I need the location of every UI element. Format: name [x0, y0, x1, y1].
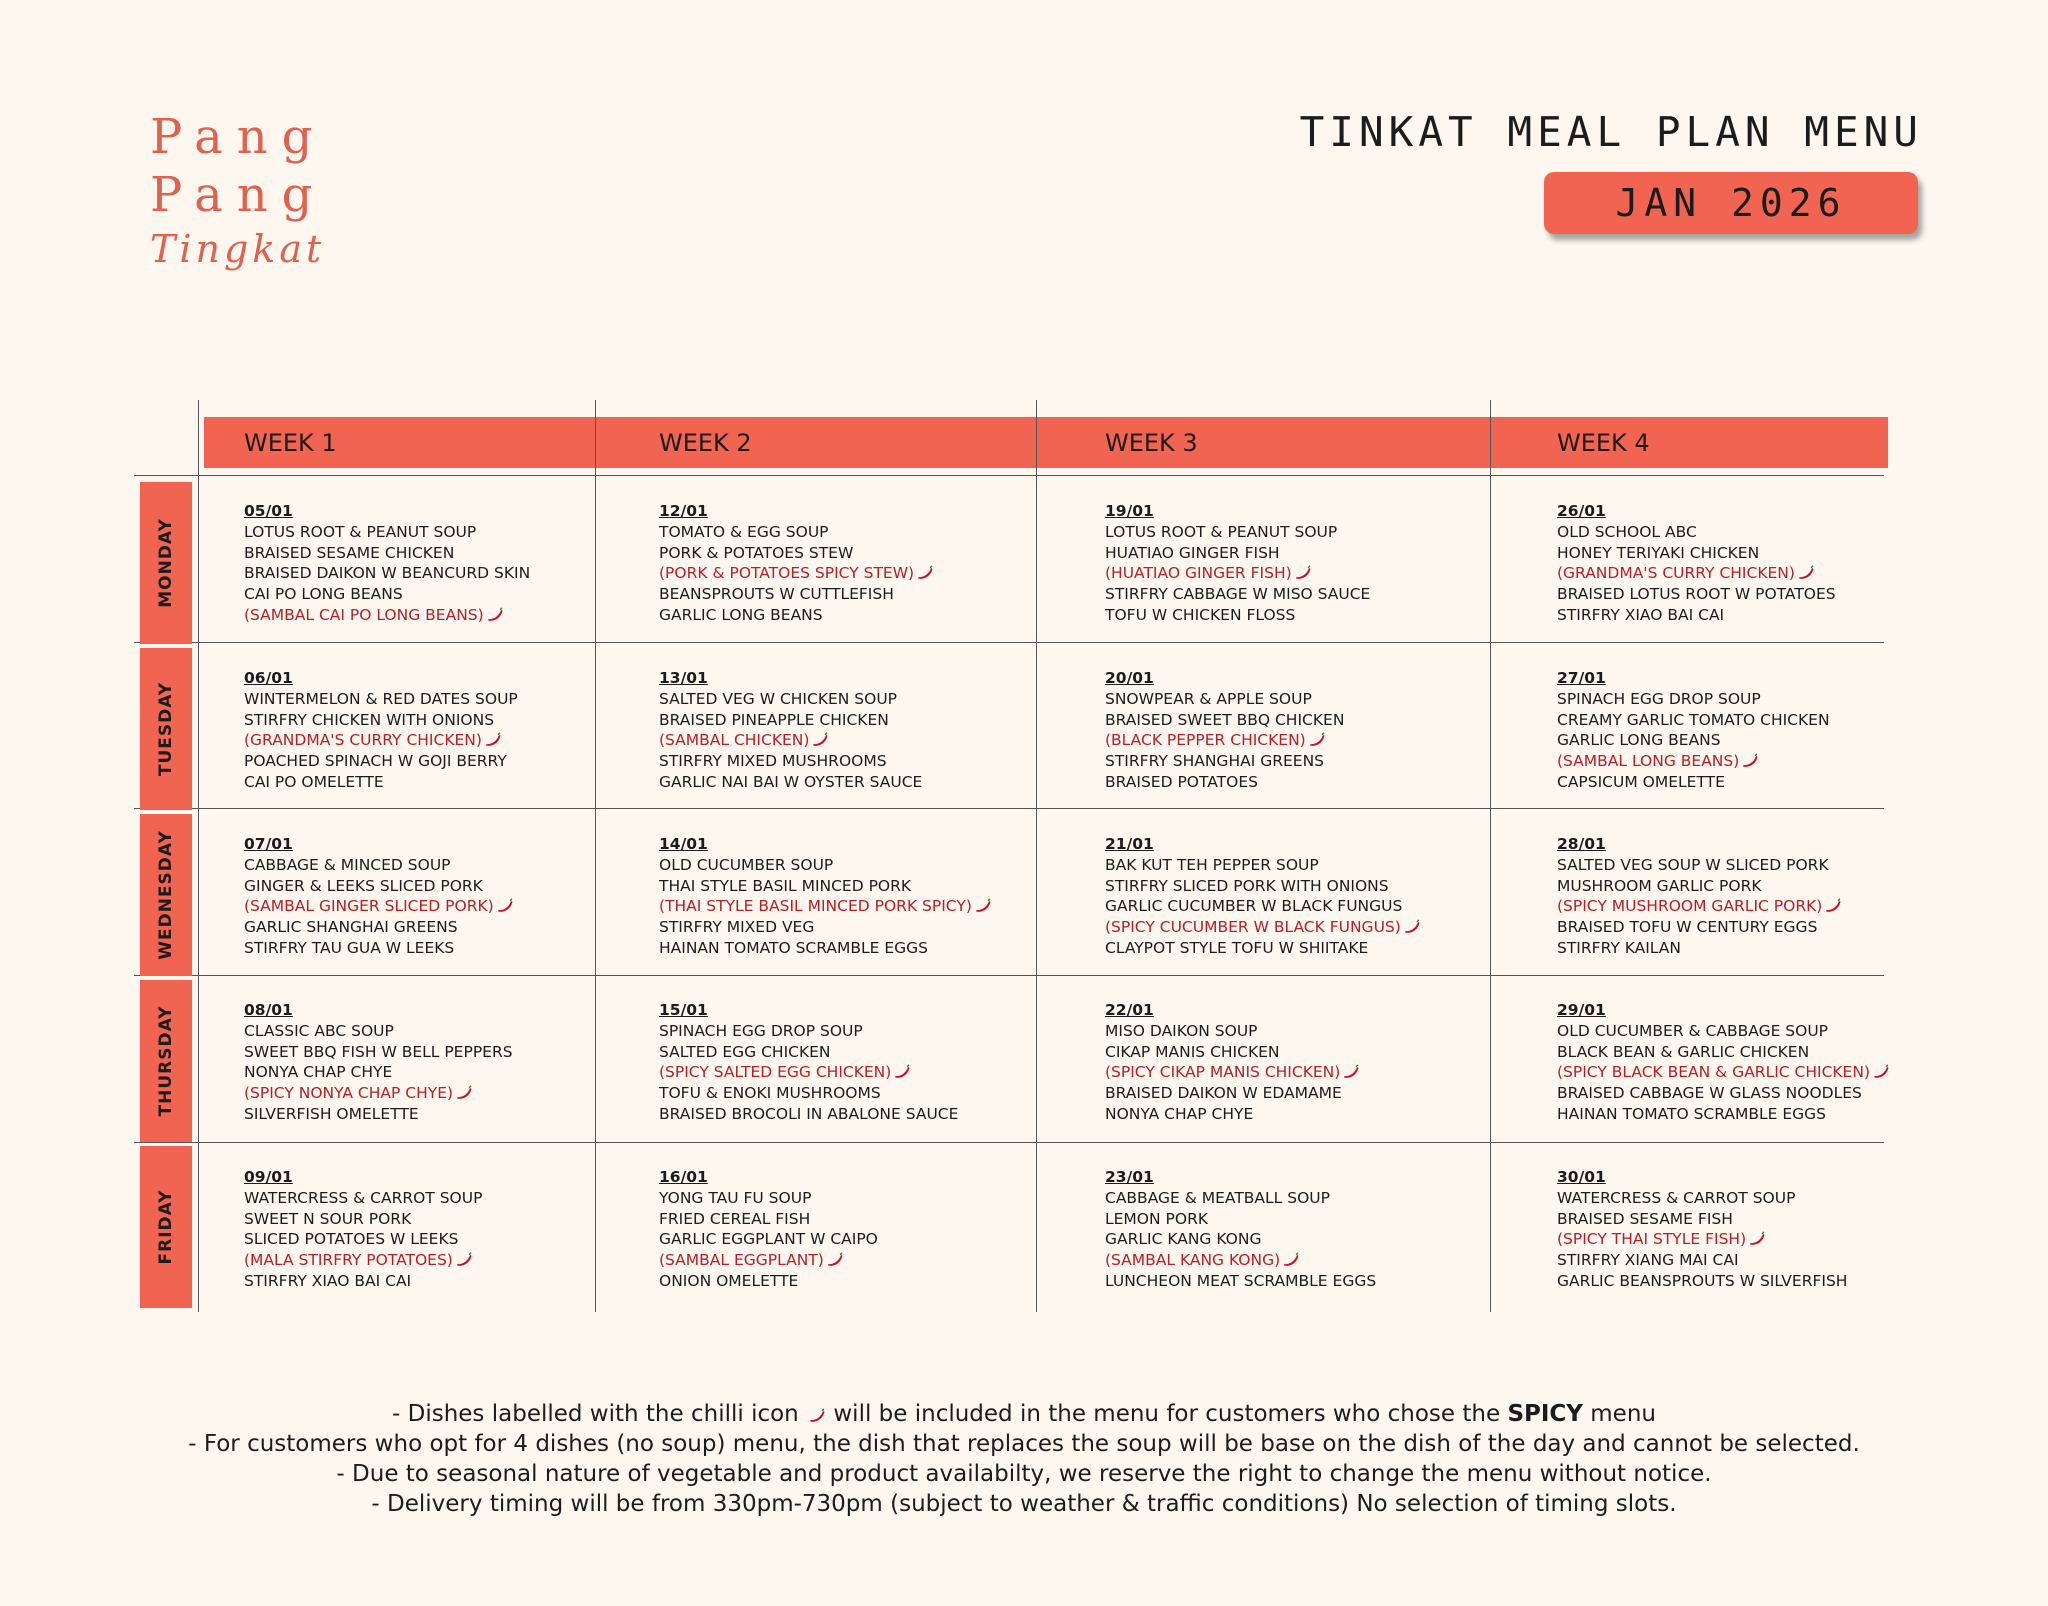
menu-date: 23/01 — [1105, 1168, 1154, 1186]
dish-name: GARLIC LONG BEANS — [659, 605, 823, 624]
dish-name: GARLIC EGGPLANT W CAIPO — [659, 1230, 878, 1249]
dish — [659, 917, 992, 938]
dish-name: BRAISED SESAME FISH — [1557, 1209, 1733, 1228]
dish — [1557, 1104, 1890, 1125]
dish-name: SPINACH EGG DROP SOUP — [1557, 689, 1761, 708]
dish — [659, 710, 922, 731]
dish-name: CLASSIC ABC SOUP — [244, 1021, 394, 1040]
menu-cell — [1557, 1167, 1847, 1292]
dish — [659, 522, 934, 543]
dish — [1105, 1271, 1376, 1292]
menu-date: 13/01 — [659, 669, 708, 687]
dish — [1557, 584, 1836, 605]
day-label: THURSDAY — [156, 1005, 176, 1117]
dish — [1557, 710, 1830, 731]
dish — [244, 1229, 482, 1250]
dish-name: POACHED SPINACH W GOJI BERRY — [244, 752, 507, 771]
dish-name: (PORK & POTATOES SPICY STEW) — [659, 564, 915, 583]
menu-cell — [659, 1167, 878, 1292]
dish-name: (SAMBAL GINGER SLICED PORK) — [244, 897, 494, 916]
dish — [244, 1271, 482, 1292]
menu-cell — [1105, 1167, 1376, 1292]
menu-cell — [1557, 501, 1836, 626]
chili-icon — [1797, 565, 1815, 580]
spicy-dish — [659, 563, 934, 584]
dish — [1557, 689, 1830, 710]
chili-icon — [455, 1252, 473, 1267]
dish — [1557, 772, 1830, 793]
dish-name: WINTERMELON & RED DATES SOUP — [244, 689, 518, 708]
spicy-dish — [244, 730, 518, 751]
dish — [1557, 1188, 1847, 1209]
dish — [1557, 938, 1842, 959]
spicy-dish — [244, 605, 530, 626]
dish-name: STIRFRY TAU GUA W LEEKS — [244, 938, 455, 957]
menu-cell — [1557, 834, 1842, 959]
dish-name: NONYA CHAP CHYE — [1105, 1104, 1254, 1123]
dish — [1105, 584, 1370, 605]
menu-date: 21/01 — [1105, 835, 1154, 853]
dish-name: BAK KUT TEH PEPPER SOUP — [1105, 855, 1319, 874]
note-four-dishes: - For customers who opt for 4 dishes (no soup) menu, the dish that replaces the soup will be base on the dish of the day and cannot be selected. — [188, 1431, 1860, 1457]
dish — [1557, 1209, 1847, 1230]
day-label: TUESDAY — [156, 681, 176, 777]
dish-name: WATERCRESS & CARROT SOUP — [1557, 1188, 1796, 1207]
dish-name: GARLIC CUCUMBER W BLACK FUNGUS — [1105, 897, 1403, 916]
dish-name: TOFU W CHICKEN FLOSS — [1105, 605, 1296, 624]
dish-name: THAI STYLE BASIL MINCED PORK — [659, 876, 912, 895]
dish — [1557, 730, 1830, 751]
dish-name: STIRFRY KAILAN — [1557, 938, 1681, 957]
dish-name: MISO DAIKON SOUP — [1105, 1021, 1258, 1040]
spicy-dish — [1105, 1250, 1376, 1271]
day-label: WEDNESDAY — [156, 830, 176, 960]
dish — [1105, 751, 1344, 772]
week-label-3: WEEK 3 — [1105, 429, 1198, 457]
column-divider — [595, 400, 596, 1312]
column-divider — [198, 400, 199, 1312]
dish — [244, 876, 514, 897]
dish — [244, 543, 530, 564]
chili-icon — [486, 607, 504, 622]
dish-name: (SPICY MUSHROOM GARLIC PORK) — [1557, 897, 1823, 916]
page-title: TINKAT MEAL PLAN MENU — [1299, 108, 1923, 156]
dish-name: (SPICY BLACK BEAN & GARLIC CHICKEN) — [1557, 1063, 1870, 1082]
chili-icon — [916, 565, 934, 580]
dish-name: STIRFRY SLICED PORK WITH ONIONS — [1105, 876, 1389, 895]
dish-name: BRAISED SWEET BBQ CHICKEN — [1105, 710, 1345, 729]
dish-name: YONG TAU FU SOUP — [659, 1188, 812, 1207]
dish — [1105, 605, 1370, 626]
dish-name: CREAMY GARLIC TOMATO CHICKEN — [1557, 710, 1830, 729]
dish — [1105, 876, 1421, 897]
spicy-dish — [1105, 730, 1344, 751]
dish-name: BEANSPROUTS W CUTTLEFISH — [659, 585, 894, 604]
dish — [244, 563, 530, 584]
dish — [244, 1042, 513, 1063]
day-label: FRIDAY — [156, 1189, 176, 1265]
spicy-dish — [1557, 1062, 1890, 1083]
spicy-dish — [244, 1250, 482, 1271]
menu-date: 20/01 — [1105, 669, 1154, 687]
dish-name: STIRFRY CABBAGE W MISO SAUCE — [1105, 585, 1371, 604]
menu-date: 14/01 — [659, 835, 708, 853]
dish-name: (SPICY CIKAP MANIS CHICKEN) — [1105, 1063, 1341, 1082]
note-spicy: - Dishes labelled with the chilli icon will be included in the menu for customers who chose the SPICY menu — [392, 1401, 1656, 1427]
chili-icon — [893, 1064, 911, 1079]
dish — [1557, 1042, 1890, 1063]
dish — [659, 689, 922, 710]
chili-icon — [1748, 1231, 1766, 1246]
menu-cell — [659, 834, 992, 959]
dish — [659, 1188, 878, 1209]
menu-cell — [659, 501, 934, 626]
chili-icon — [808, 1408, 826, 1423]
dish-name: GARLIC BEANSPROUTS W SILVERFISH — [1557, 1271, 1848, 1290]
dish — [1105, 689, 1344, 710]
brand-line-3: Tingkat — [150, 227, 326, 271]
dish-name: GINGER & LEEKS SLICED PORK — [244, 876, 483, 895]
day-tab-tuesday — [140, 648, 192, 810]
day-label: MONDAY — [156, 518, 176, 608]
dish-name: STIRFRY MIXED MUSHROOMS — [659, 752, 887, 771]
menu-date: 19/01 — [1105, 502, 1154, 520]
dish-name: PORK & POTATOES STEW — [659, 543, 854, 562]
dish-name: BRAISED DAIKON W EDAMAME — [1105, 1084, 1342, 1103]
menu-date: 27/01 — [1557, 669, 1606, 687]
menu-cell — [1105, 501, 1370, 626]
dish-name: GARLIC SHANGHAI GREENS — [244, 918, 458, 937]
dish-name: SPINACH EGG DROP SOUP — [659, 1021, 863, 1040]
dish-name: STIRFRY XIAO BAI CAI — [244, 1271, 412, 1290]
dish — [244, 751, 518, 772]
dish-name: WATERCRESS & CARROT SOUP — [244, 1188, 483, 1207]
dish-name: GARLIC LONG BEANS — [1557, 731, 1721, 750]
chili-icon — [1403, 919, 1421, 934]
dish-name: (SAMBAL LONG BEANS) — [1557, 752, 1740, 771]
dish-name: GARLIC KANG KONG — [1105, 1230, 1262, 1249]
chili-icon — [1294, 565, 1312, 580]
dish-name: STIRFRY XIANG MAI CAI — [1557, 1251, 1739, 1270]
menu-cell — [244, 1167, 482, 1292]
dish — [659, 1083, 958, 1104]
dish-name: BRAISED POTATOES — [1105, 772, 1258, 791]
day-tab-friday — [140, 1146, 192, 1308]
dish — [659, 1042, 958, 1063]
menu-date: 28/01 — [1557, 835, 1606, 853]
dish-name: STIRFRY SHANGHAI GREENS — [1105, 752, 1324, 771]
chili-icon — [1282, 1252, 1300, 1267]
dish-name: STIRFRY XIAO BAI CAI — [1557, 605, 1725, 624]
dish-name: NONYA CHAP CHYE — [244, 1063, 393, 1082]
dish — [244, 710, 518, 731]
spicy-dish — [659, 1062, 958, 1083]
dish-name: CAI PO LONG BEANS — [244, 585, 403, 604]
dish-name: HUATIAO GINGER FISH — [1105, 543, 1280, 562]
week-label-2: WEEK 2 — [659, 429, 752, 457]
dish-name: CLAYPOT STYLE TOFU W SHIITAKE — [1105, 938, 1369, 957]
dish — [1105, 938, 1421, 959]
dish — [1105, 1229, 1376, 1250]
dish — [1105, 1021, 1360, 1042]
menu-date: 05/01 — [244, 502, 293, 520]
row-divider — [134, 808, 1884, 809]
dish — [1105, 1083, 1360, 1104]
dish-name: MUSHROOM GARLIC PORK — [1557, 876, 1762, 895]
dish — [659, 543, 934, 564]
dish — [1557, 855, 1842, 876]
dish-name: SILVERFISH OMELETTE — [244, 1104, 419, 1123]
chili-icon — [1872, 1064, 1890, 1079]
dish — [1557, 1271, 1847, 1292]
dish-name: SWEET BBQ FISH W BELL PEPPERS — [244, 1042, 513, 1061]
menu-cell — [1105, 1000, 1360, 1125]
day-tab-thursday — [140, 980, 192, 1142]
chili-icon — [1824, 898, 1842, 913]
dish-name: SALTED VEG W CHICKEN SOUP — [659, 689, 898, 708]
dish-name: GARLIC NAI BAI W OYSTER SAUCE — [659, 772, 923, 791]
menu-date: 29/01 — [1557, 1001, 1606, 1019]
dish-name: CABBAGE & MINCED SOUP — [244, 855, 451, 874]
day-tab-wednesday — [140, 814, 192, 976]
footer-notes — [0, 1399, 2048, 1519]
chili-icon — [1342, 1064, 1360, 1079]
dish-name: SALTED EGG CHICKEN — [659, 1042, 831, 1061]
dish — [1557, 1250, 1847, 1271]
chili-icon — [484, 732, 502, 747]
dish-name: BRAISED CABBAGE W GLASS NOODLES — [1557, 1084, 1862, 1103]
dish-name: SWEET N SOUR PORK — [244, 1209, 412, 1228]
row-divider — [134, 975, 1884, 976]
dish — [1105, 1104, 1360, 1125]
chili-icon — [826, 1252, 844, 1267]
dish — [659, 772, 922, 793]
dish-name: BRAISED BROCOLI IN ABALONE SAUCE — [659, 1104, 959, 1123]
column-divider — [1036, 400, 1037, 1312]
dish — [244, 689, 518, 710]
menu-date: 08/01 — [244, 1001, 293, 1019]
spicy-dish — [659, 730, 922, 751]
spicy-dish — [1557, 563, 1836, 584]
dish — [1557, 1083, 1890, 1104]
dish-name: LUNCHEON MEAT SCRAMBLE EGGS — [1105, 1271, 1377, 1290]
dish — [244, 522, 530, 543]
chili-icon — [974, 898, 992, 913]
note-seasonal: - Due to seasonal nature of vegetable and product availabilty, we reserve the right to change the menu without notice. — [336, 1461, 1712, 1487]
dish — [1557, 917, 1842, 938]
dish — [1105, 1042, 1360, 1063]
menu-cell — [244, 668, 518, 793]
menu-date: 09/01 — [244, 1168, 293, 1186]
chili-icon — [1308, 732, 1326, 747]
spicy-dish — [1105, 1062, 1360, 1083]
row-divider — [134, 642, 1884, 643]
spicy-dish — [659, 896, 992, 917]
chili-icon — [455, 1085, 473, 1100]
dish — [244, 772, 518, 793]
dish-name: (SPICY CUCUMBER W BLACK FUNGUS) — [1105, 918, 1401, 937]
month-badge: JAN 2026 — [1544, 172, 1918, 234]
dish-name: (BLACK PEPPER CHICKEN) — [1105, 731, 1306, 750]
chili-icon — [1741, 753, 1759, 768]
dish-name: ONION OMELETTE — [659, 1271, 799, 1290]
menu-cell — [244, 501, 530, 626]
dish-name: SALTED VEG SOUP W SLICED PORK — [1557, 855, 1829, 874]
week-label-1: WEEK 1 — [244, 429, 337, 457]
dish-name: LOTUS ROOT & PEANUT SOUP — [244, 522, 477, 541]
menu-date: 26/01 — [1557, 502, 1606, 520]
dish-name: BRAISED DAIKON W BEANCURD SKIN — [244, 564, 531, 583]
dish — [244, 1104, 513, 1125]
dish — [659, 584, 934, 605]
chili-icon — [496, 898, 514, 913]
brand-line-1: Pang — [150, 109, 327, 165]
spicy-dish — [659, 1250, 878, 1271]
day-tab-monday — [140, 482, 192, 644]
dish — [1105, 710, 1344, 731]
dish — [244, 1021, 513, 1042]
dish-name: (SPICY NONYA CHAP CHYE) — [244, 1084, 454, 1103]
dish-name: BRAISED TOFU W CENTURY EGGS — [1557, 918, 1818, 937]
menu-cell — [1557, 1000, 1890, 1125]
menu-cell — [659, 668, 922, 793]
row-divider — [134, 475, 1884, 476]
spicy-dish — [244, 896, 514, 917]
dish-name: BLACK BEAN & GARLIC CHICKEN — [1557, 1042, 1810, 1061]
spicy-dish — [1557, 1229, 1847, 1250]
dish — [659, 605, 934, 626]
menu-cell — [1557, 668, 1830, 793]
dish — [1105, 522, 1370, 543]
dish — [1105, 896, 1421, 917]
dish-name: CIKAP MANIS CHICKEN — [1105, 1042, 1280, 1061]
dish — [244, 855, 514, 876]
dish-name: HAINAN TOMATO SCRAMBLE EGGS — [659, 938, 929, 957]
dish-name: STIRFRY MIXED VEG — [659, 918, 815, 937]
menu-date: 15/01 — [659, 1001, 708, 1019]
dish — [244, 1062, 513, 1083]
brand-line-2: Pang — [150, 167, 327, 223]
spicy-dish — [1105, 563, 1370, 584]
dish-name: HAINAN TOMATO SCRAMBLE EGGS — [1557, 1104, 1827, 1123]
dish-name: HONEY TERIYAKI CHICKEN — [1557, 543, 1760, 562]
dish — [1557, 543, 1836, 564]
dish-name: (SAMBAL EGGPLANT) — [659, 1251, 824, 1270]
dish-name: (SAMBAL CAI PO LONG BEANS) — [244, 605, 484, 624]
brand-logo — [150, 108, 326, 274]
dish-name: LEMON PORK — [1105, 1209, 1209, 1228]
dish-name: (THAI STYLE BASIL MINCED PORK SPICY) — [659, 897, 972, 916]
dish — [1557, 1021, 1890, 1042]
dish — [1557, 876, 1842, 897]
menu-date: 06/01 — [244, 669, 293, 687]
dish — [659, 1104, 958, 1125]
dish — [1105, 1188, 1376, 1209]
dish-name: CAI PO OMELETTE — [244, 772, 384, 791]
dish — [659, 1229, 878, 1250]
column-divider — [1490, 400, 1491, 1312]
menu-date: 30/01 — [1557, 1168, 1606, 1186]
dish-name: (GRANDMA'S CURRY CHICKEN) — [244, 731, 482, 750]
dish — [244, 584, 530, 605]
dish-name: (GRANDMA'S CURRY CHICKEN) — [1557, 564, 1795, 583]
dish-name: CAPSICUM OMELETTE — [1557, 772, 1725, 791]
dish-name: TOFU & ENOKI MUSHROOMS — [659, 1084, 881, 1103]
menu-date: 16/01 — [659, 1168, 708, 1186]
dish-name: (SAMBAL KANG KONG) — [1105, 1251, 1281, 1270]
dish-name: (SAMBAL CHICKEN) — [659, 731, 810, 750]
dish-name: LOTUS ROOT & PEANUT SOUP — [1105, 522, 1338, 541]
dish-name: CABBAGE & MEATBALL SOUP — [1105, 1188, 1330, 1207]
dish-name: SNOWPEAR & APPLE SOUP — [1105, 689, 1312, 708]
dish-name: OLD SCHOOL ABC — [1557, 522, 1697, 541]
spicy-dish — [1557, 751, 1830, 772]
dish-name: BRAISED PINEAPPLE CHICKEN — [659, 710, 889, 729]
dish-name: BRAISED SESAME CHICKEN — [244, 543, 455, 562]
dish-name: SLICED POTATOES W LEEKS — [244, 1230, 459, 1249]
dish — [659, 1021, 958, 1042]
spicy-dish — [1557, 896, 1842, 917]
menu-cell — [1105, 834, 1421, 959]
menu-cell — [244, 1000, 513, 1125]
spicy-dish — [244, 1083, 513, 1104]
menu-cell — [659, 1000, 958, 1125]
dish — [659, 855, 992, 876]
dish-name: (SPICY SALTED EGG CHICKEN) — [659, 1063, 892, 1082]
dish — [1105, 855, 1421, 876]
note-delivery: - Delivery timing will be from 330pm-730pm (subject to weather & traffic conditions) No selection of timing slots. — [371, 1491, 1677, 1517]
dish — [244, 1209, 482, 1230]
dish-name: (SPICY THAI STYLE FISH) — [1557, 1230, 1747, 1249]
dish-name: (HUATIAO GINGER FISH) — [1105, 564, 1292, 583]
dish — [659, 876, 992, 897]
dish — [1105, 543, 1370, 564]
dish-name: FRIED CEREAL FISH — [659, 1209, 811, 1228]
row-divider — [134, 1142, 1884, 1143]
dish — [244, 917, 514, 938]
dish — [244, 1188, 482, 1209]
menu-date: 07/01 — [244, 835, 293, 853]
dish — [659, 938, 992, 959]
dish-name: STIRFRY CHICKEN WITH ONIONS — [244, 710, 495, 729]
dish — [244, 938, 514, 959]
menu-date: 12/01 — [659, 502, 708, 520]
dish-name: OLD CUCUMBER SOUP — [659, 855, 834, 874]
chili-icon — [811, 732, 829, 747]
dish-name: TOMATO & EGG SOUP — [659, 522, 829, 541]
dish — [1105, 1209, 1376, 1230]
dish — [659, 751, 922, 772]
week-label-4: WEEK 4 — [1557, 429, 1650, 457]
dish — [1557, 605, 1836, 626]
dish-name: OLD CUCUMBER & CABBAGE SOUP — [1557, 1021, 1829, 1040]
dish-name: BRAISED LOTUS ROOT W POTATOES — [1557, 585, 1836, 604]
dish — [659, 1271, 878, 1292]
dish-name: (MALA STIRFRY POTATOES) — [244, 1251, 453, 1270]
menu-cell — [244, 834, 514, 959]
dish — [1557, 522, 1836, 543]
spicy-dish — [1105, 917, 1421, 938]
menu-cell — [1105, 668, 1344, 793]
dish — [659, 1209, 878, 1230]
menu-date: 22/01 — [1105, 1001, 1154, 1019]
dish — [1105, 772, 1344, 793]
